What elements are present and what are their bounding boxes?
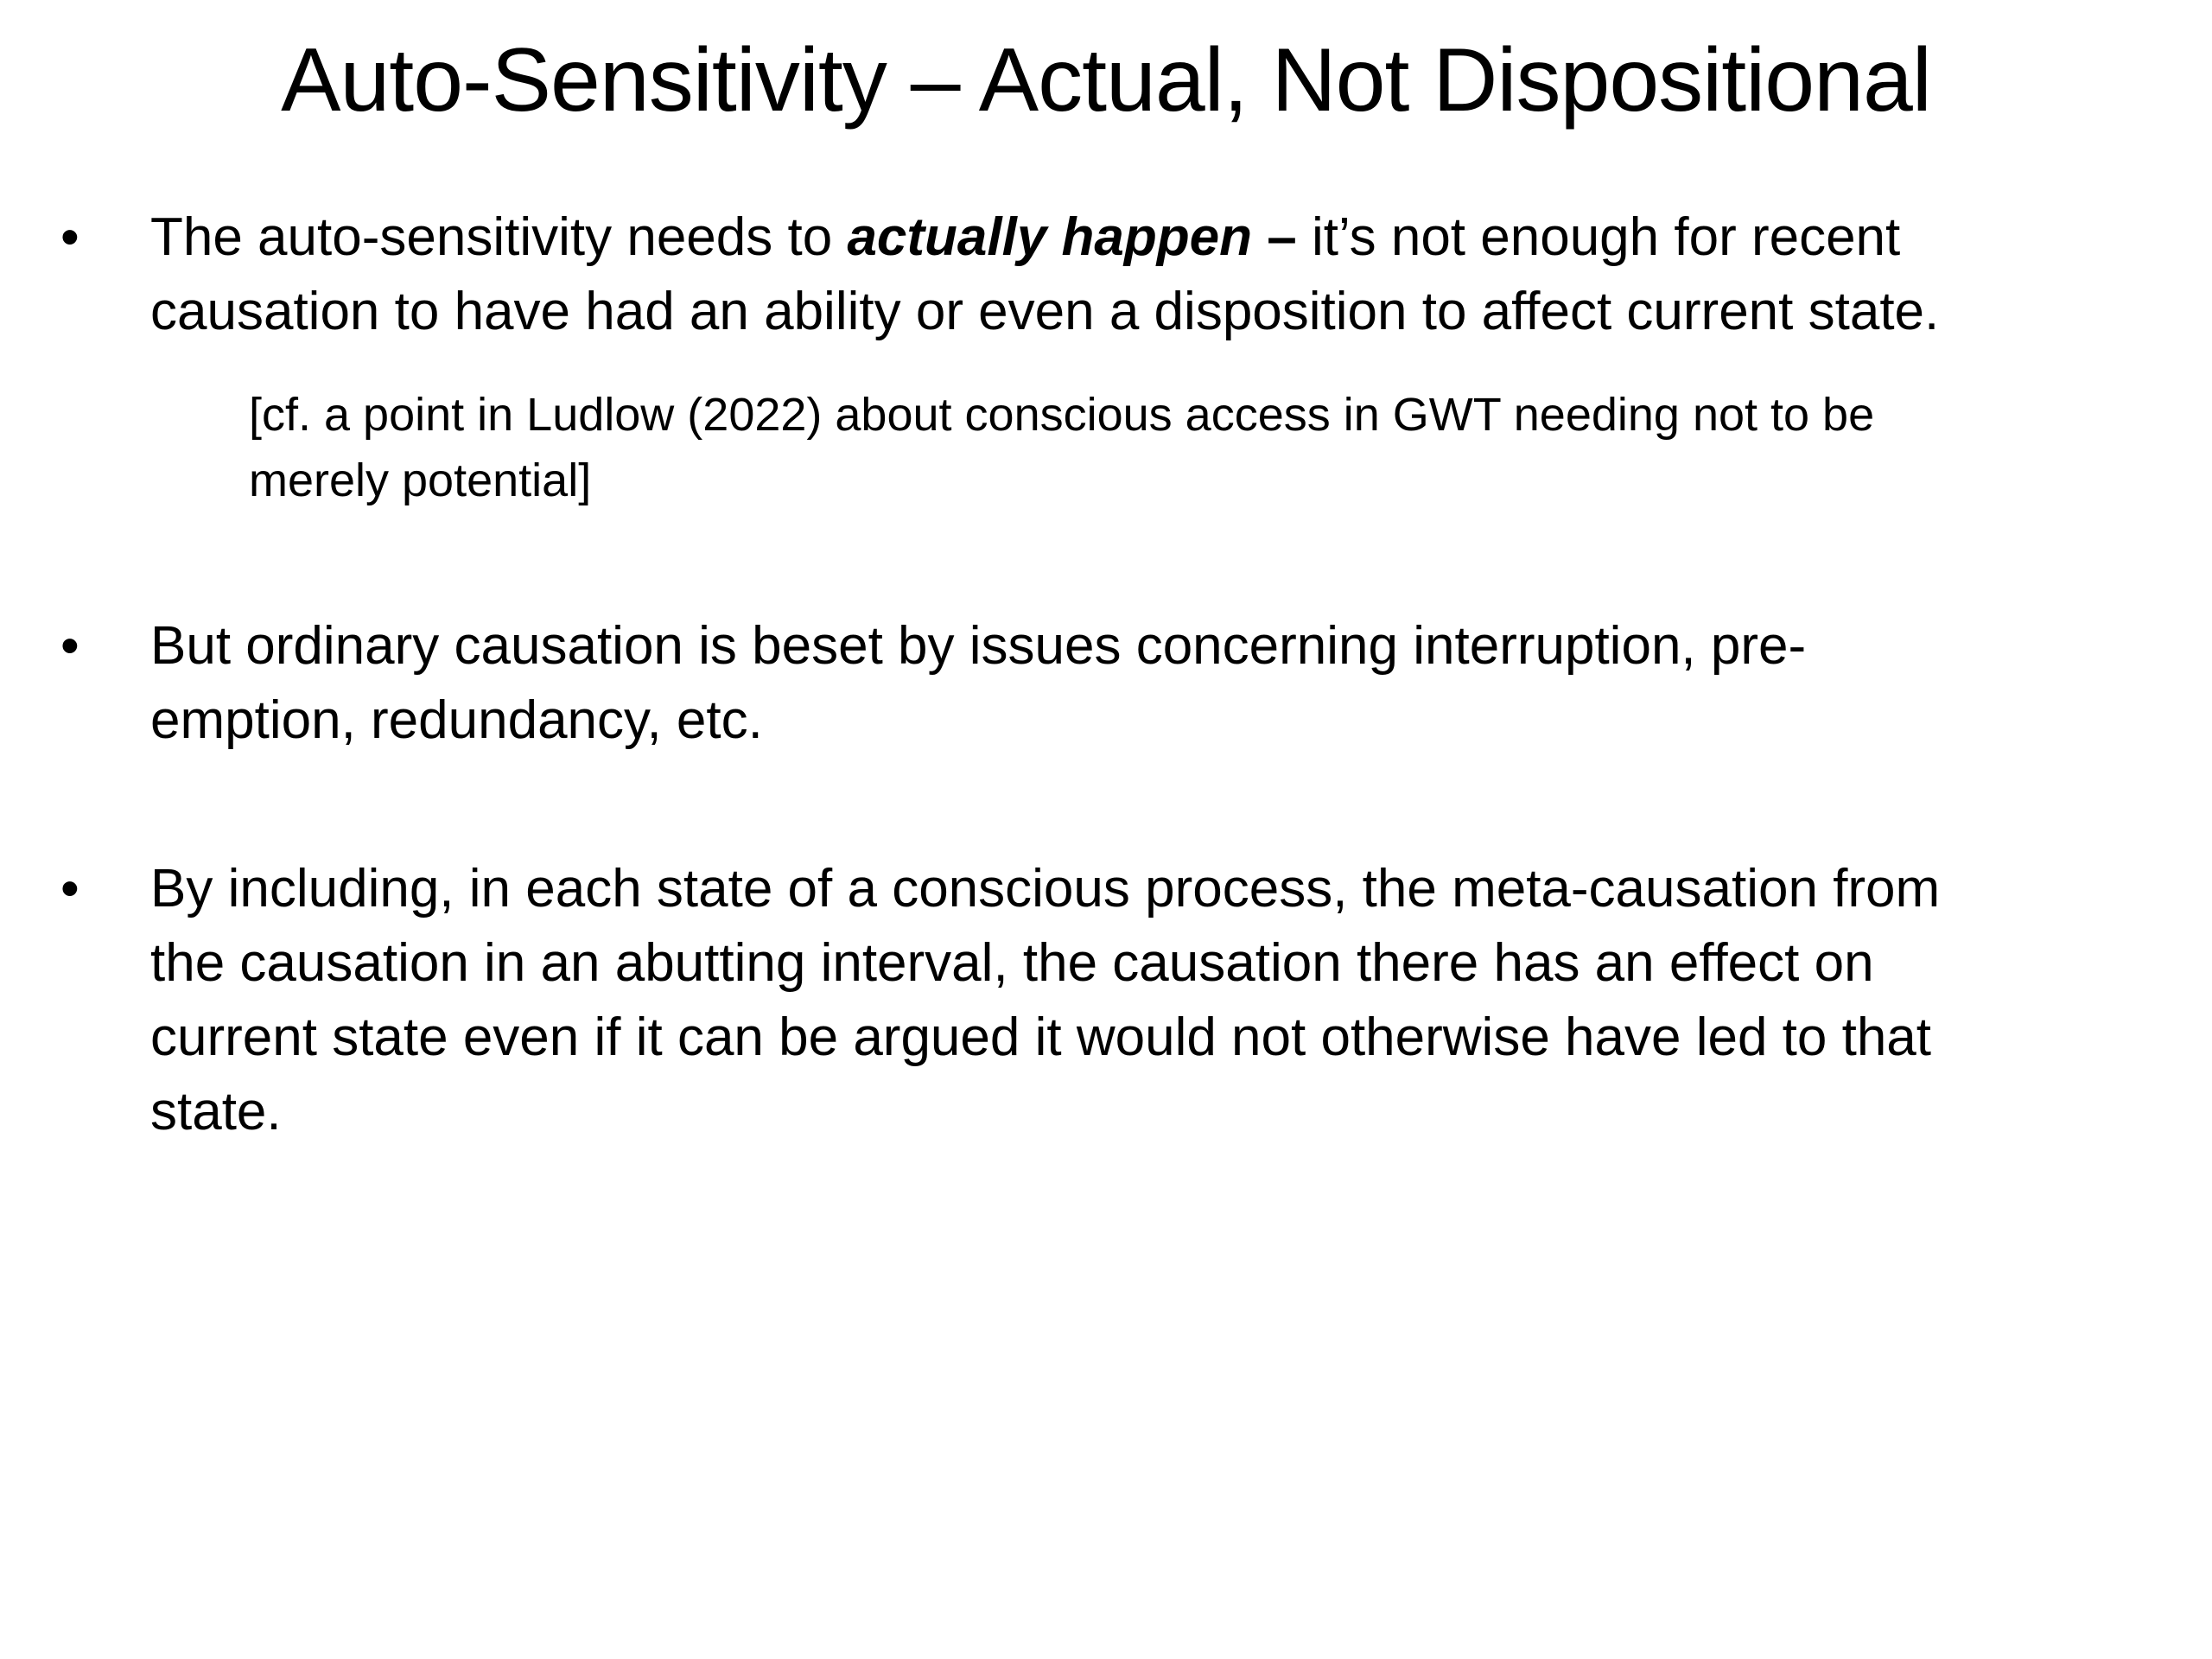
citation-note (249, 382, 2124, 513)
bullet-line: But ordinary causation is beset by issues concerning interruption, pre- (150, 616, 1807, 676)
bullet-marker: • (60, 616, 79, 676)
bullet-line: state. (150, 1082, 282, 1141)
bullet-line: causation to have had an ability or even a disposition to affect current state. (150, 282, 1940, 341)
bullet-text-segment: The auto-sensitivity needs to (150, 207, 848, 267)
note-line: merely potential] (249, 454, 592, 506)
bullet-line: emption, redundancy, etc. (150, 690, 763, 750)
bullet-line: the causation in an abutting interval, the causation there has an effect on (150, 933, 1874, 993)
emphasis-dash: – (1252, 207, 1297, 267)
bullet-line: current state even if it can be argued it would not otherwise have led to that (150, 1007, 1932, 1067)
slide-title: Auto-Sensitivity – Actual, Not Dispositional (281, 30, 1931, 130)
bullet-marker: • (60, 859, 79, 918)
bullet-line: By including, in each state of a conscious process, the meta-causation from (150, 859, 1941, 918)
bullet-text-segment: it’s not enough for recent (1296, 207, 1901, 267)
bullet-text (150, 200, 2129, 349)
bullet-text (150, 609, 2129, 758)
bullet-text (150, 852, 2129, 1149)
bullet-line (150, 200, 2129, 275)
emphasis-text: actually happen (847, 207, 1253, 267)
bullet-marker: • (60, 207, 79, 267)
note-line: [cf. a point in Ludlow (2022) about conscious access in GWT needing not to be (249, 389, 1875, 441)
